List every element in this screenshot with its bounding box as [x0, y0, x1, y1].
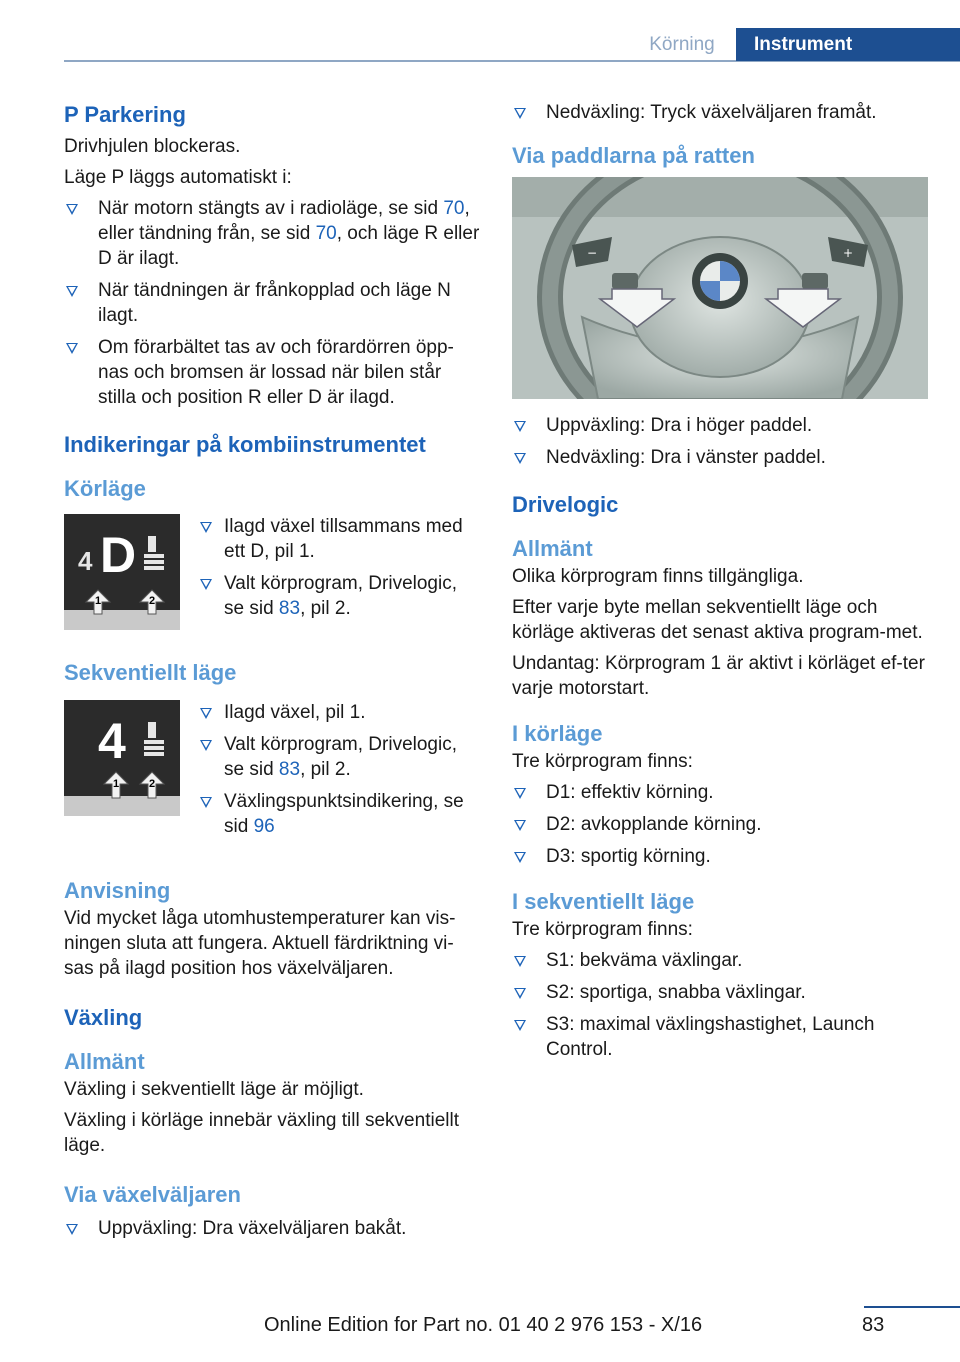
bullet-arrow-icon: [514, 988, 526, 999]
allmant-text-2: Växling i körläge innebär växling till sekventiellt läge.: [64, 1110, 459, 1156]
bullet-arrow-icon: [514, 956, 526, 967]
list-item-text: Valt körprogram, Drivelogic, se sid: [224, 734, 458, 780]
list-item: [512, 445, 928, 470]
korlage-row: [64, 514, 480, 634]
sekventiellt-arrow-2: 2: [149, 778, 156, 790]
drivelogic-text-3: Undantag: Körprogram 1 är aktivt i körläget ef-ter varje motorstart.: [512, 653, 925, 699]
korlage-list: [198, 514, 480, 628]
i-korlage-heading: I körläge: [512, 721, 603, 746]
korlage-gear-small: 4: [78, 546, 93, 576]
anvisning-text: Vid mycket låga utomhustemperaturer kan vis-ningen sluta att fungera. Aktuell färdriktning vi-sas på ilagd position hos växelväljaren.: [64, 908, 456, 979]
allmant-heading-right: Allmänt: [512, 536, 593, 561]
list-item: [512, 948, 928, 973]
bullet-arrow-icon: [200, 708, 212, 719]
list-item: [512, 100, 928, 125]
page-link[interactable]: 70: [443, 198, 465, 219]
list-item: [198, 732, 480, 782]
i-sekventiellt-list: [512, 948, 928, 1062]
sekventiellt-list: [198, 700, 480, 846]
sekventiellt-display-image: [64, 700, 180, 816]
list-item: [512, 780, 928, 805]
i-sekventiellt-heading: I sekventiellt läge: [512, 889, 695, 914]
drivelogic-heading: Drivelogic: [512, 492, 619, 517]
list-item-text: D1: effektiv körning.: [546, 782, 714, 803]
bullet-arrow-icon: [200, 740, 212, 751]
list-item-text: S2: sportiga, snabba växlingar.: [546, 982, 806, 1003]
bullet-arrow-icon: [514, 788, 526, 799]
list-item-text: D3: sportig körning.: [546, 846, 711, 867]
bullet-arrow-icon: [200, 579, 212, 590]
via-list: [64, 1216, 480, 1241]
korlage-arrow-1: 1: [95, 595, 102, 607]
list-item-text: Ilagd växel, pil 1.: [224, 702, 366, 723]
bullet-arrow-icon: [514, 1020, 526, 1031]
bullet-arrow-icon: [514, 453, 526, 464]
list-item: [64, 335, 480, 410]
list-item-text: Uppväxling: Dra i höger paddel.: [546, 415, 813, 436]
paddle-plus-label: +: [842, 246, 854, 260]
page-link[interactable]: 70: [315, 223, 337, 244]
i-korlage-text: Tre körprogram finns:: [512, 751, 693, 772]
list-item-text: , och läge R eller D är ilagt.: [98, 223, 480, 269]
list-item-text: S1: bekväma växlingar.: [546, 950, 743, 971]
steering-wheel-image: [512, 177, 928, 399]
list-item: [64, 278, 480, 328]
allmant-heading: Allmänt: [64, 1049, 145, 1074]
drivelogic-text-2: Efter varje byte mellan sekventiellt läge och körläge aktiveras det senast aktiva program-met.: [512, 597, 923, 643]
list-item: [512, 980, 928, 1005]
indikeringar-heading: Indikeringar på kombiinstrumentet: [64, 432, 426, 457]
page-link[interactable]: 83: [278, 759, 301, 780]
page-link[interactable]: 96: [253, 816, 275, 837]
bullet-arrow-icon: [66, 204, 78, 215]
bullet-arrow-icon: [66, 1224, 78, 1235]
bullet-arrow-icon: [200, 797, 212, 808]
list-item: [198, 571, 480, 621]
list-item-text: Nedväxling: Dra i vänster paddel.: [546, 447, 826, 468]
drivelogic-text-1: Olika körprogram finns tillgängliga.: [512, 566, 804, 587]
p-parkering-heading: P Parkering: [64, 102, 186, 127]
list-item: [198, 700, 480, 725]
bullet-arrow-icon: [66, 343, 78, 354]
bullet-arrow-icon: [200, 522, 212, 533]
list-item-text: Valt körprogram, Drivelogic, se sid: [224, 573, 458, 619]
left-column: [64, 100, 480, 1248]
page-link[interactable]: 83: [278, 598, 301, 619]
list-item: [64, 196, 480, 271]
sekventiellt-heading: Sekventiellt läge: [64, 660, 237, 685]
list-item-text: , eller tändning från, se sid: [98, 198, 470, 244]
list-item-text: S3: maximal växlingshastighet, Launch Control.: [546, 1014, 875, 1060]
korlage-arrow-2: 2: [149, 595, 156, 607]
list-item-text: Ilagd växel tillsammans med ett D, pil 1.: [224, 516, 463, 562]
list-item-text: Växlingspunktsindikering, se sid: [224, 791, 464, 837]
anvisning-heading: Anvisning: [64, 878, 171, 903]
via-vaxelvaljaren-heading: Via växelväljaren: [64, 1182, 241, 1207]
footer-rule: [864, 1306, 960, 1308]
bullet-arrow-icon: [514, 852, 526, 863]
sekventiellt-gear-big: 4: [98, 713, 126, 769]
list-item: [198, 789, 480, 839]
header-chapter-tab[interactable]: Instrument: [736, 28, 960, 61]
korlage-display-image: [64, 514, 180, 630]
allmant-text-1: Växling i sekventiellt läge är möjligt.: [64, 1079, 364, 1100]
bullet-arrow-icon: [514, 820, 526, 831]
list-item: [512, 844, 928, 869]
list-item-text: , pil 2.: [300, 759, 351, 780]
sekventiellt-row: [64, 700, 480, 852]
header-section-tab[interactable]: Körning: [649, 34, 715, 55]
korlage-gear-big: D: [100, 527, 137, 583]
vaxling-heading: Växling: [64, 1005, 143, 1030]
right-column: [512, 100, 928, 1069]
paddle-minus-label: −: [586, 246, 598, 260]
list-item: [512, 1012, 928, 1062]
list-item: [198, 514, 480, 564]
list-item-text: Om förarbältet tas av och förardörren öpp-nas och bromsen är lossad när bilen står stilla och position R eller D är ilagd.: [98, 337, 454, 408]
list-item: [512, 413, 928, 438]
sekventiellt-arrow-1: 1: [113, 778, 120, 790]
p-text-1: Drivhjulen blockeras.: [64, 136, 241, 157]
edition-note: Online Edition for Part no. 01 40 2 976 153 - X/16: [264, 1314, 703, 1336]
list-item-text: Uppväxling: Dra växelväljaren bakåt.: [98, 1218, 407, 1239]
list-item-text: När tändningen är frånkopplad och läge N ilagt.: [98, 280, 451, 326]
bullet-arrow-icon: [514, 108, 526, 119]
list-item-text: D2: avkopplande körning.: [546, 814, 762, 835]
list-item-text: När motorn stängts av i radioläge, se sid: [98, 198, 444, 219]
list-item: [64, 1216, 480, 1241]
paddlar-heading: Via paddlarna på ratten: [512, 143, 755, 168]
bullet-arrow-icon: [514, 421, 526, 432]
i-korlage-list: [512, 780, 928, 869]
paddel-list: [512, 413, 928, 470]
korlage-heading: Körläge: [64, 476, 146, 501]
p-text-2: Läge P läggs automatiskt i:: [64, 167, 292, 188]
page-number: 83: [862, 1314, 885, 1336]
list-item-text: , pil 2.: [300, 598, 351, 619]
ned-list: [512, 100, 928, 125]
i-sekventiellt-text: Tre körprogram finns:: [512, 919, 693, 940]
list-item: [512, 812, 928, 837]
bullet-arrow-icon: [66, 286, 78, 297]
p-list: [64, 196, 480, 410]
list-item-text: Nedväxling: Tryck växelväljaren framåt.: [546, 102, 877, 123]
